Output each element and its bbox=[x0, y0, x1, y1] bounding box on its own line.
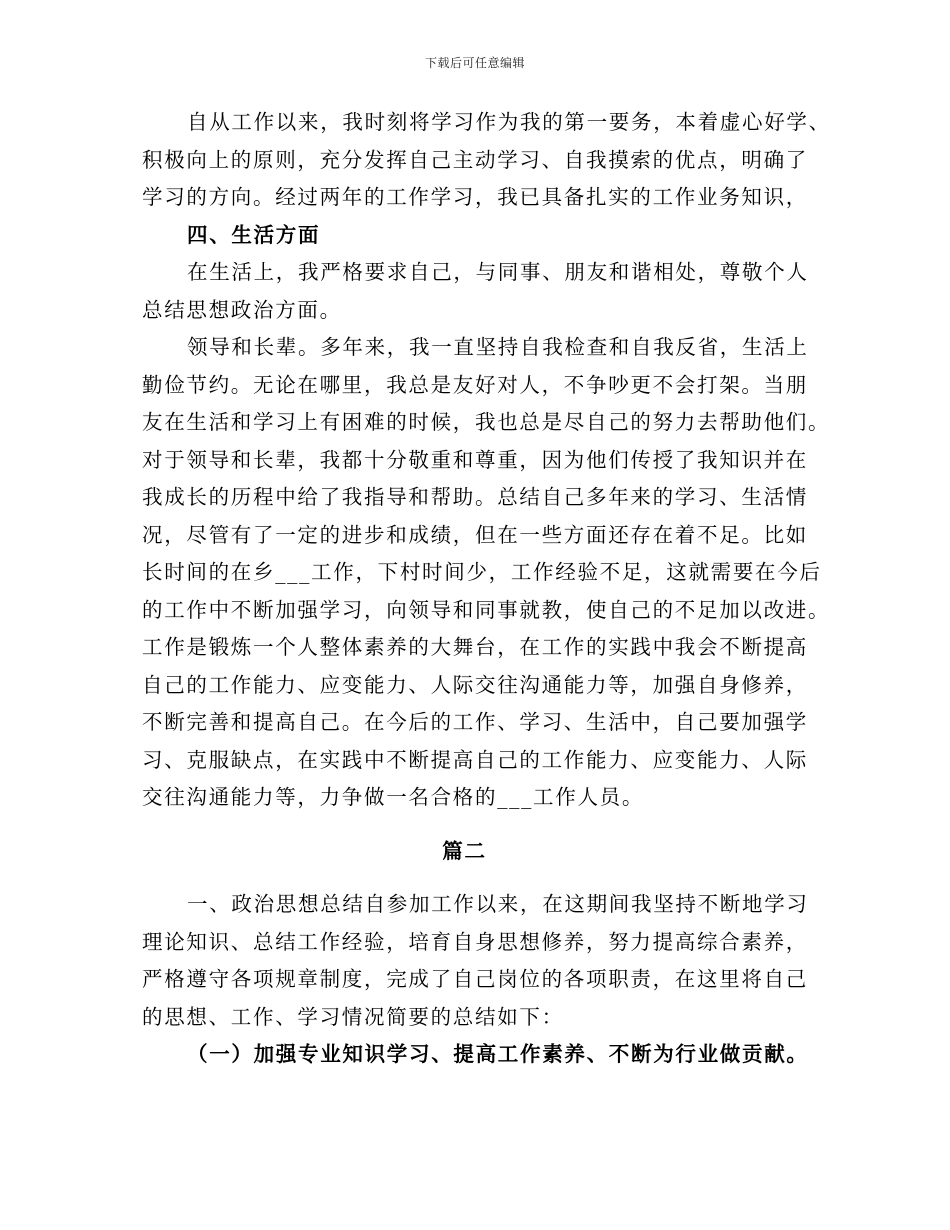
paragraph-line: 自从工作以来，我时刻将学习作为我的第一要务，本着虚心好学、 bbox=[187, 110, 831, 134]
paragraph-line: 友在生活和学习上有困难的时候，我也总是尽自己的努力去帮助他们。 bbox=[142, 410, 831, 434]
document-body bbox=[142, 104, 831, 1074]
subsection-heading: （一）加强专业知识学习、提高工作素养、不断为行业做贡献。 bbox=[187, 1042, 809, 1066]
paragraph-line: 况，尽管有了一定的进步和成绩，但在一些方面还存在着不足。比如 bbox=[142, 522, 808, 547]
paragraph-line: 不断完善和提高自己。在今后的工作、学习、生活中，自己要加强学 bbox=[142, 710, 808, 734]
paragraph-line: 一、政治思想总结自参加工作以来，在这期间我坚持不断地学习 bbox=[187, 892, 809, 916]
paragraph-line: 勤俭节约。无论在哪里，我总是友好对人，不争吵更不会打架。当朋 bbox=[142, 372, 808, 397]
paragraph-line: 在生活上，我严格要求自己，与同事、朋友和谐相处，尊敬个人 bbox=[187, 260, 809, 284]
paragraph-line: 的工作中不断加强学习，向领导和同事就教，使自己的不足加以改进。 bbox=[142, 597, 831, 622]
paragraph-line: 领导和长辈。多年来，我一直坚持自我检查和自我反省，生活上 bbox=[187, 335, 809, 359]
paragraph-line: 严格遵守各项规章制度，完成了自己岗位的各项职责，在这里将自己 bbox=[142, 967, 808, 991]
paragraph-line: 自己的工作能力、应变能力、人际交往沟通能力等，加强自身修养， bbox=[142, 672, 808, 697]
paragraph-line: 学习的方向。经过两年的工作学习，我已具备扎实的工作业务知识， bbox=[142, 185, 808, 209]
paragraph-line: 理论知识、总结工作经验，培育自身思想修养，努力提高综合素养， bbox=[142, 929, 808, 954]
paragraph-line: 工作是锻炼一个人整体素养的大舞台，在工作的实践中我会不断提高 bbox=[142, 635, 808, 659]
page-header: 下载后可任意编辑 bbox=[424, 56, 525, 70]
paragraph-line: 我成长的历程中给了我指导和帮助。总结自己多年来的学习、生活情 bbox=[142, 485, 808, 509]
paragraph-line: 的思想、工作、学习情况简要的总结如下： bbox=[142, 1004, 564, 1029]
paragraph-line: 总结思想政治方面。 bbox=[142, 297, 342, 322]
chapter-title: 篇二 bbox=[442, 838, 487, 863]
paragraph-line: 长时间的在乡___工作，下村时间少，工作经验不足，这就需要在今后 bbox=[142, 560, 822, 584]
paragraph-line: 对于领导和长辈，我都十分敬重和尊重，因为他们传授了我知识并在 bbox=[142, 447, 808, 472]
paragraph-line: 交往沟通能力等，力争做一名合格的___工作人员。 bbox=[142, 785, 645, 809]
paragraph-line: 习、克服缺点，在实践中不断提高自己的工作能力、应变能力、人际 bbox=[142, 747, 808, 772]
paragraph-line: 积极向上的原则，充分发挥自己主动学习、自我摸索的优点，明确了 bbox=[142, 147, 808, 172]
section-heading: 四、生活方面 bbox=[187, 222, 321, 247]
